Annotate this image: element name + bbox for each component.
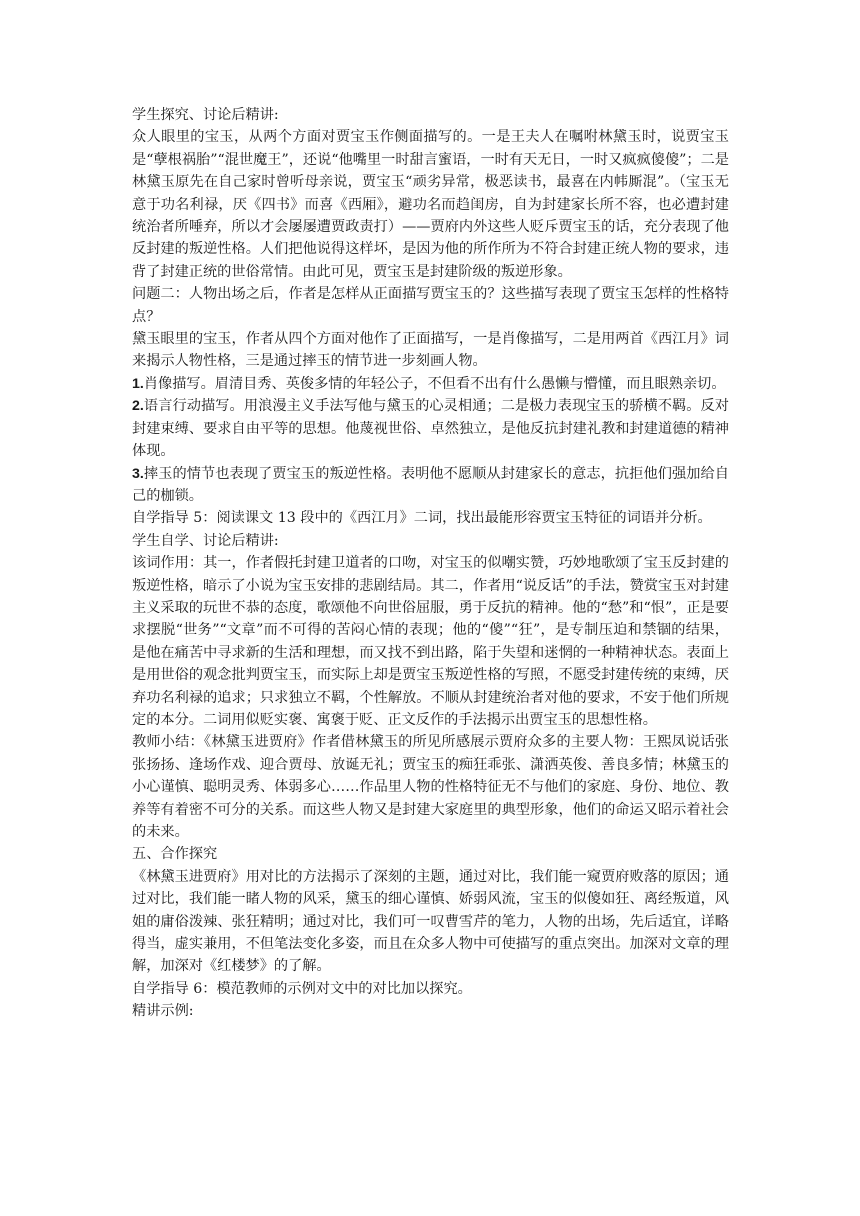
list-item-jade-throwing <box>132 463 729 508</box>
section-heading-cooperative-inquiry: 五、合作探究 <box>132 846 218 863</box>
paragraph-self-study-heading: 学生自学、讨论后精讲: <box>132 532 279 549</box>
list-item-text: 摔玉的情节也表现了贾宝玉的叛逆性格。表明他不愿顺从封建家长的意志，抗拒他们强加给自己的枷锁。 <box>132 465 729 504</box>
document-page <box>132 104 729 1023</box>
list-item-text: 肖像描写。眉清目秀、英俊多情的年轻公子，不但看不出有什么愚懒与懵懂，而且眼熟亲切。 <box>143 375 726 392</box>
paragraph-student-discussion-heading: 学生探究、讨论后精讲: <box>132 107 279 123</box>
paragraph-poem-function: 该词作用：其一，作者假托封建卫道者的口吻，对宝玉的似嘲实赞，巧妙地歌颂了宝玉反封建的叛逆性格，暗示了小说为宝玉安排的悲剧结局。其二，作者用“说反话”的手法，赞赏宝玉对封建主义采取的玩世不恭的态度，歌颂他不向世俗屈服，勇于反抗的精神。他的“愁”和“恨”，正是要求摆脱“世务”“文章”而不可得的苦闷心情的表现；他的“傻”“狂”，是专制压迫和禁锢的结果，是他在痛苦中寻求新的生活和理想，而又找不到出路，陷于失望和迷惘的一种精神状态。表面上是用世俗的观念批判贾宝玉，而实际上却是贾宝玉叛逆性格的写照，不愿受封建传统的束缚，厌弃功名利禄的追求；只求独立不羁，个性解放。不顺从封建统治者对他的要求，不安于他们所规定的本分。二词用似贬实褒、寓褒于贬、正文反作的手法揭示出贾宝玉的思想性格。 <box>132 555 729 728</box>
list-number: 3. <box>132 465 144 482</box>
paragraph-guide-six: 自学指导 6：模范教师的示例对文中的对比加以探究。 <box>132 980 472 997</box>
paragraph-teacher-summary: 教师小结：《林黛玉进贾府》作者借林黛玉的所见所感展示贾府众多的主要人物：王熙凤说话张张扬扬、逢场作戏、迎合贾母、放诞无礼；贾宝玉的痴狂乖张、潇洒英俊、善良多情；林黛玉的小心谨慎、聪明灵秀、体弱多心……作品里人物的性格特征无不与他们的家庭、身份、地位、教养等有着密不可分的关系。而这些人物又是封建大家庭里的典型形象，他们的命运又昭示着社会的未来。 <box>132 734 729 840</box>
paragraph-daiyu-view: 黛玉眼里的宝玉，作者从四个方面对他作了正面描写，一是肖像描写，二是用两首《西江月》词来揭示人物性格，三是通过摔玉的情节进一步刻画人物。 <box>132 331 729 370</box>
paragraph-guide-five: 自学指导 5：阅读课文 13 段中的《西江月》二词，找出最能形容贾宝玉特征的词语并分析。 <box>132 510 712 527</box>
list-item-portrait <box>132 373 729 395</box>
paragraph-side-description: 众人眼里的宝玉，从两个方面对贾宝玉作侧面描写的。一是王夫人在嘱咐林黛玉时，说贾宝玉是“孽根祸胎”“混世魔王”，还说“他嘴里一时甜言蜜语，一时有天无日，一时又疯疯傻傻”；二是林黛玉原先在自己家时曾听母亲说，贾宝玉“顽劣异常，极恶读书，最喜在内帏厮混”。（宝玉无意于功名利禄，厌《四书》而喜《西厢》，避功名而趋闺房，自为封建家长所不容，也必遭封建统治者所唾弃，所以才会屡屡遭贾政责打）——贾府内外这些人贬斥贾宝玉的话，充分表现了他反封建的叛逆性格。人们把他说得这样坏，是因为他的所作所为不符合封建正统人物的要求，违背了封建正统的世俗常情。由此可见，贾宝玉是封建阶级的叛逆形象。 <box>132 129 729 280</box>
list-item-language-action <box>132 395 729 462</box>
paragraph-example-heading: 精讲示例: <box>132 1003 194 1020</box>
list-item-text: 语言行动描写。用浪漫主义手法写他与黛玉的心灵相通；二是极力表现宝玉的骄横不羁。反对封建束缚、要求自由平等的思想。他蔑视世俗、卓然独立，是他反抗封建礼教和封建道德的精神体现。 <box>132 398 729 460</box>
list-number: 1. <box>132 375 144 392</box>
paragraph-question-two: 问题二：人物出场之后，作者是怎样从正面描写贾宝玉的？这些描写表现了贾宝玉怎样的性格特点？ <box>132 286 729 325</box>
list-number: 2. <box>132 398 144 415</box>
paragraph-contrast-method: 《林黛玉进贾府》用对比的方法揭示了深刻的主题，通过对比，我们能一窥贾府败落的原因；通过对比，我们能一睹人物的风采，黛玉的细心谨慎、娇弱风流，宝玉的似傻如狂、离经叛道，风姐的庸俗泼辣、张狂精明；通过对比，我们可一叹曹雪芹的笔力，人物的出场，先后适宜，详略得当，虚实兼用，不但笔法变化多姿，而且在众多人物中可使描写的重点突出。加深对文章的理解，加深对《红楼梦》的了解。 <box>132 868 729 975</box>
